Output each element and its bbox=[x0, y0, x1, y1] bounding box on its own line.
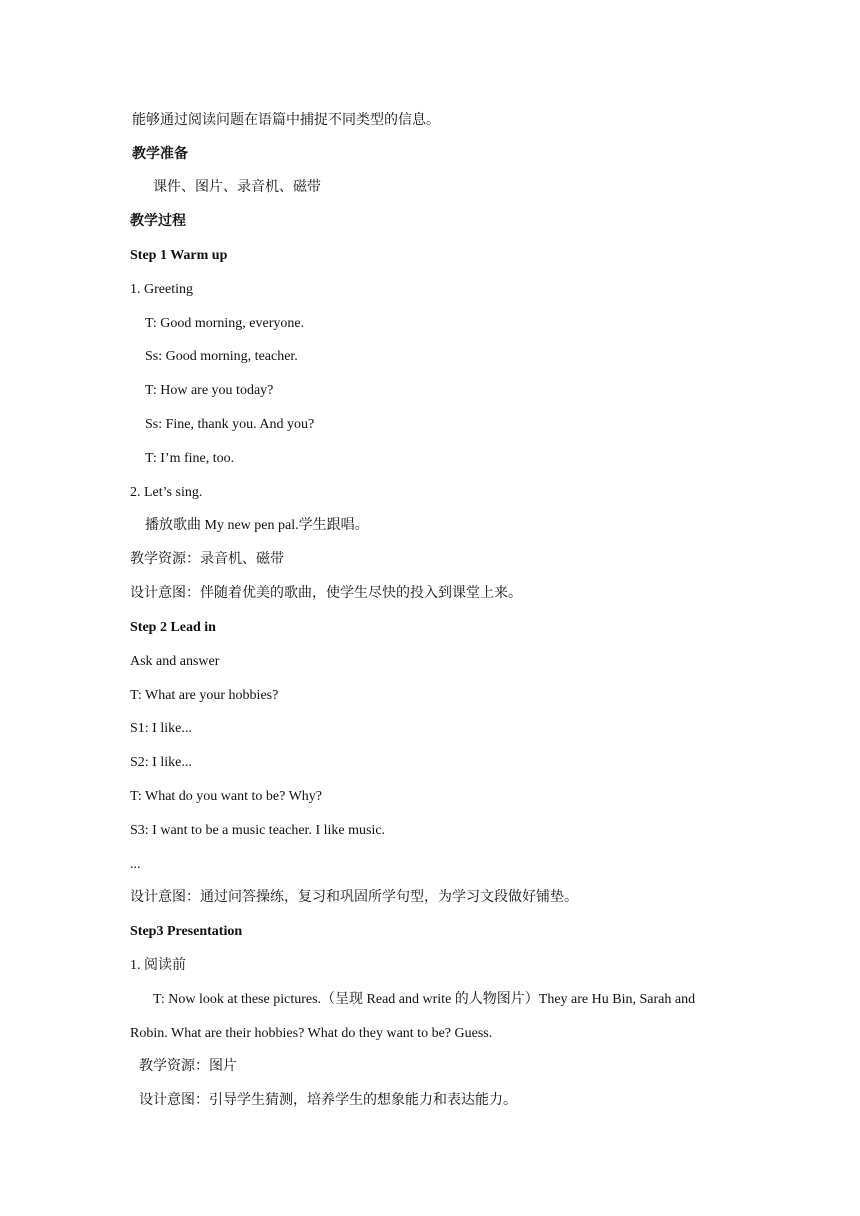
dialogue-line: S2: I like... bbox=[130, 755, 192, 770]
teaching-resources: 教学资源：录音机、磁带 bbox=[130, 552, 284, 567]
dialogue-line: Ss: Fine, thank you. And you? bbox=[145, 417, 315, 432]
activity-title: Ask and answer bbox=[130, 654, 220, 669]
dialogue-line: Ss: Good morning, teacher. bbox=[145, 349, 298, 364]
preparation-materials: 课件、图片、录音机、磁带 bbox=[153, 180, 321, 195]
design-intent: 设计意图：引导学生猜测，培养学生的想象能力和表达能力。 bbox=[139, 1093, 517, 1108]
list-item-greeting: 1. Greeting bbox=[130, 282, 193, 297]
step-heading-lead-in: Step 2 Lead in bbox=[130, 620, 216, 635]
dialogue-line: T: What do you want to be? Why? bbox=[130, 789, 323, 804]
paragraph-line: Robin. What are their hobbies? What do they want to be? Guess. bbox=[130, 1026, 493, 1041]
dialogue-line: T: Good morning, everyone. bbox=[145, 316, 305, 331]
section-heading-preparation: 教学准备 bbox=[132, 147, 188, 162]
dialogue-line: T: How are you today? bbox=[145, 383, 274, 398]
list-item-pre-reading: 1. 阅读前 bbox=[130, 958, 186, 973]
objective-text: 能够通过阅读问题在语篇中捕捉不同类型的信息。 bbox=[132, 113, 440, 128]
dialogue-line: T: I’m fine, too. bbox=[145, 451, 235, 466]
dialogue-line: S3: I want to be a music teacher. I like music. bbox=[130, 823, 386, 838]
design-intent: 设计意图：伴随着优美的歌曲，使学生尽快的投入到课堂上来。 bbox=[130, 586, 522, 601]
design-intent: 设计意图：通过问答操练，复习和巩固所学句型，为学习文段做好铺垫。 bbox=[130, 890, 578, 905]
step-heading-warm-up: Step 1 Warm up bbox=[130, 248, 228, 263]
list-item-sing: 2. Let’s sing. bbox=[130, 485, 203, 500]
dialogue-line: T: What are your hobbies? bbox=[130, 688, 279, 703]
dialogue-line: S1: I like... bbox=[130, 721, 192, 736]
song-instruction: 播放歌曲 My new pen pal.学生跟唱。 bbox=[145, 518, 369, 533]
ellipsis-line: ... bbox=[130, 857, 141, 872]
paragraph-line: T: Now look at these pictures.（呈现 Read and write 的人物图片）They are Hu Bin, Sarah and bbox=[153, 992, 696, 1007]
step-heading-presentation: Step3 Presentation bbox=[130, 924, 243, 939]
section-heading-process: 教学过程 bbox=[130, 214, 186, 229]
teaching-resources: 教学资源：图片 bbox=[139, 1059, 237, 1074]
